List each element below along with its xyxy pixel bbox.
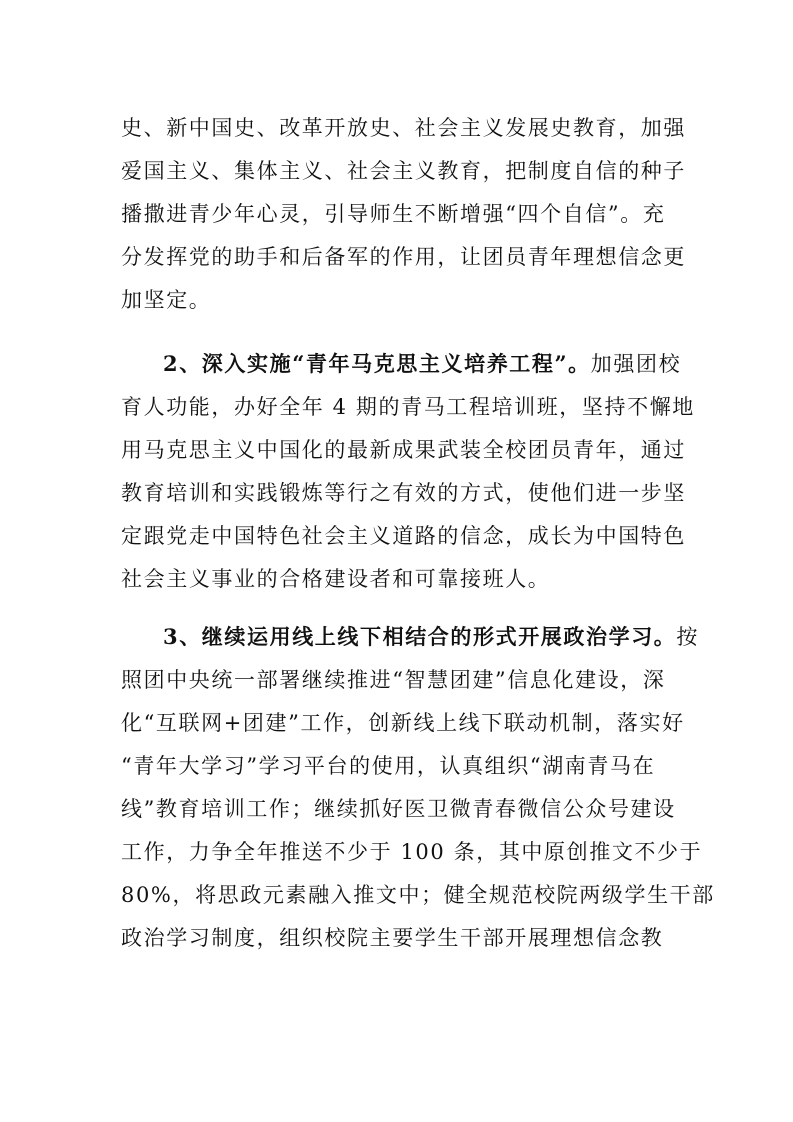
paragraph-line: 定跟党走中国特色社会主义道路的信念，成长为中国特色	[121, 524, 686, 548]
item-heading-line	[163, 344, 681, 384]
paragraph-line: “青年大学习”学习平台的使用，认真组织“湖南青马在	[121, 754, 656, 778]
paragraph-line: 分发挥党的助手和后备军的作用，让团员青年理想信念更	[121, 245, 686, 269]
item-3-heading: 3、继续运用线上线下相结合的形式开展政治学习。	[163, 624, 677, 649]
item-2-heading: 2、深入实施“青年马克思主义培养工程”。	[163, 351, 591, 376]
paragraph-line: 史、新中国史、改革开放史、社会主义发展史教育，加强	[121, 116, 686, 140]
paragraph-line: 播撒进青少年心灵，引导师生不断增强“四个自信”。充	[121, 202, 666, 226]
paragraph-line: 育人功能，办好全年 4 期的青马工程培训班，坚持不懈地	[121, 395, 695, 419]
paragraph-line: 80%，将思政元素融入推文中；健全规范校院两级学生干部	[121, 883, 715, 907]
paragraph-line: 化“互联网+团建”工作，创新线上线下联动机制，落实好	[121, 711, 685, 735]
paragraph-line: 用马克思主义中国化的最新成果武装全校团员青年，通过	[121, 438, 686, 462]
paragraph-line: 政治学习制度，组织校院主要学生干部开展理想信念教	[121, 926, 664, 950]
paragraph-line: 教育培训和实践锻炼等行之有效的方式，使他们进一步坚	[121, 481, 686, 505]
paragraph-line: 爱国主义、集体主义、社会主义教育，把制度自信的种子	[121, 159, 686, 183]
paragraph-line: 加坚定。	[121, 288, 212, 312]
paragraph-line: 照团中央统一部署继续推进“智慧团建”信息化建设，深	[121, 668, 666, 692]
item-2-first-line-text: 加强团校	[590, 352, 682, 376]
item-3-first-line-text: 按	[676, 625, 700, 649]
item-heading-line	[163, 617, 700, 657]
paragraph-line: 工作，力争全年推送不少于 100 条，其中原创推文不少于	[121, 840, 703, 864]
paragraph-line: 社会主义事业的合格建设者和可靠接班人。	[121, 567, 551, 591]
paragraph-line: 线”教育培训工作；继续抓好医卫微青春微信公众号建设	[121, 797, 676, 821]
